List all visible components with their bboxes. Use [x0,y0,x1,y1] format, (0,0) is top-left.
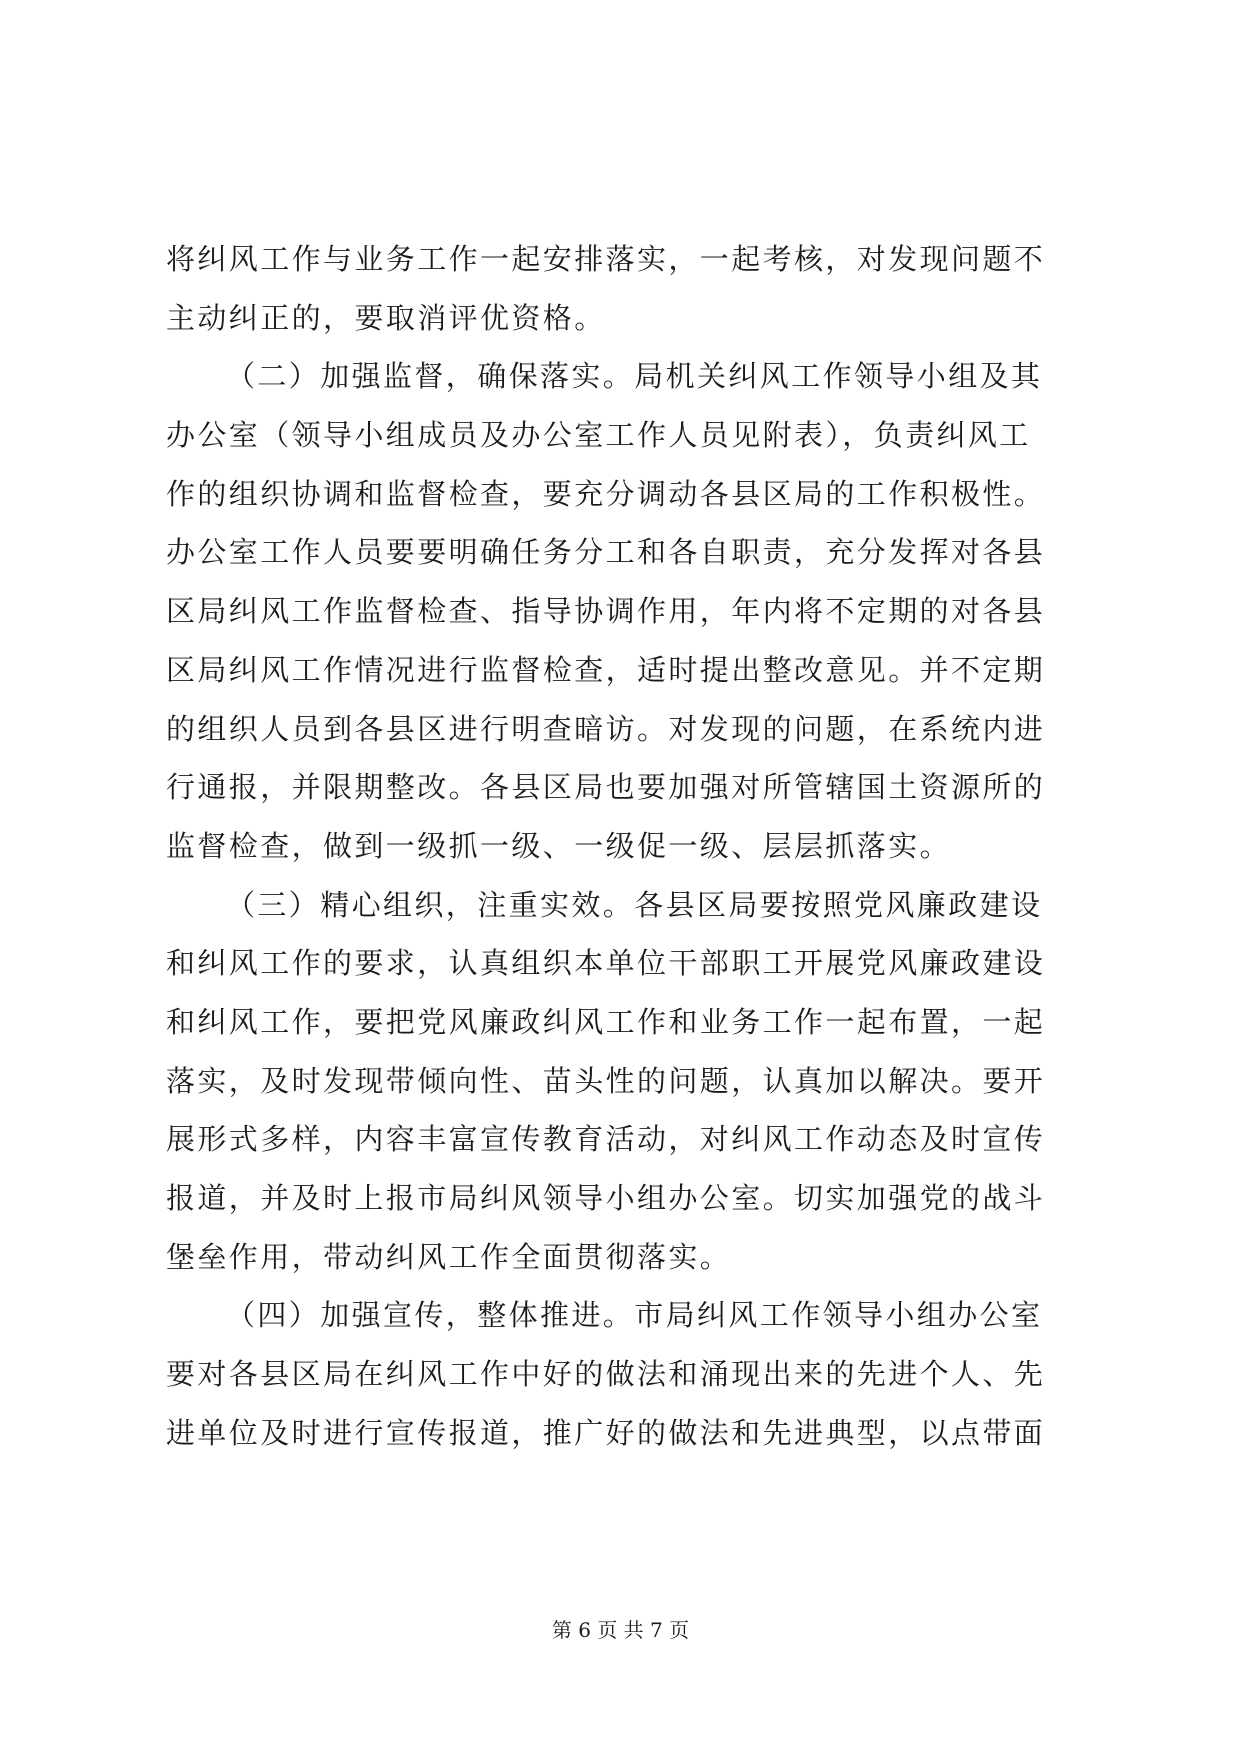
text-line: 展形式多样，内容丰富宣传教育活动，对纠风工作动态及时宣传 [166,1122,1046,1157]
text-line: 监督检查，做到一级抓一级、一级促一级、层层抓落实。 [166,828,952,863]
text-line: 进单位及时进行宣传报道，推广好的做法和先进典型，以点带面 [166,1415,1046,1450]
text-line: 行通报，并限期整改。各县区局也要加强对所管辖国土资源所的 [166,770,1046,805]
text-line: 和纠风工作的要求，认真组织本单位干部职工开展党风廉政建设 [166,946,1046,981]
text-line: 和纠风工作，要把党风廉政纠风工作和业务工作一起布置，一起 [166,1004,1046,1039]
text-line: 的组织人员到各县区进行明查暗访。对发现的问题，在系统内进 [166,711,1046,746]
text-line: 堡垒作用，带动纠风工作全面贯彻落实。 [166,1239,732,1274]
text-line: 将纠风工作与业务工作一起安排落实，一起考核，对发现问题不 [166,242,1046,276]
text-line: 主动纠正的，要取消评优资格。 [166,300,606,335]
text-line: 办公室（领导小组成员及办公室工作人员见附表），负责纠风工 [166,418,1031,453]
text-line: 报道，并及时上报市局纠风领导小组办公室。切实加强党的战斗 [166,1181,1046,1215]
paragraph-start-line: （三）精心组织，注重实效。各县区局要按照党风廉政建设 [226,887,1043,922]
text-line: 要对各县区局在纠风工作中好的做法和涌现出来的先进个人、先 [166,1357,1046,1392]
text-line: 作的组织协调和监督检查，要充分调动各县区局的工作积极性。 [166,476,1046,511]
document-body [166,230,1101,1462]
paragraph-start-line: （四）加强宣传，整体推进。市局纠风工作领导小组办公室 [226,1298,1043,1333]
text-line: 区局纠风工作监督检查、指导协调作用，年内将不定期的对各县 [166,594,1046,629]
page-number-footer: 第 6 页 共 7 页 [551,1618,690,1642]
paragraph-start-line: （二）加强监督，确保落实。局机关纠风工作领导小组及其 [226,359,1043,394]
text-line: 落实，及时发现带倾向性、苗头性的问题，认真加以解决。要开 [166,1063,1046,1098]
text-line: 区局纠风工作情况进行监督检查，适时提出整改意见。并不定期 [166,652,1046,687]
text-line: 办公室工作人员要要明确任务分工和各自职责，充分发挥对各县 [166,535,1046,570]
